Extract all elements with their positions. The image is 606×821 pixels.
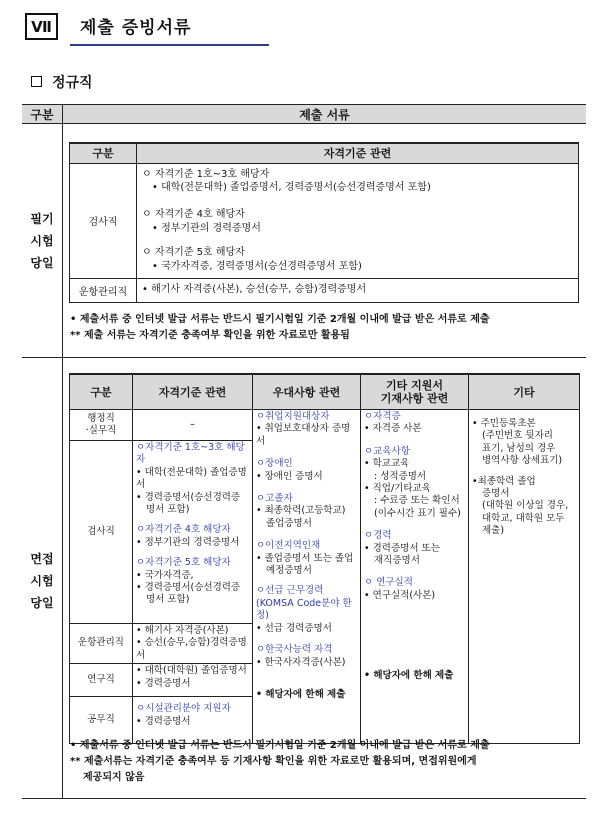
docs-line: • 대학(전문대학) 졸업증명서, 경력증명서(승선경력증명서 포함): [152, 182, 431, 194]
interview-label: 면접 시험 당일: [30, 552, 54, 610]
t2-head-criteria: 자격기준 관련: [133, 374, 253, 410]
interview-note-2: ** 제출서류는 자격기준 충족여부 등 기재사항 확인을 위한 자료로만 활용되며, 면접위원에게: [70, 756, 477, 767]
t1-head-division: 구분: [70, 143, 137, 163]
criterion-line: ㅇ 자격기준 4호 해당자: [142, 208, 245, 220]
square-bullet-icon: [31, 76, 42, 87]
t1-operation-docs: • 해기사 자격증(사본), 승선(승무, 승함)경력증명서: [137, 278, 579, 302]
t2-public-criteria: ㅇ시설관리분야 지원자 • 경력증명서: [133, 697, 253, 744]
t2-head-preference: 우대사항 관련: [253, 374, 361, 410]
section-title: 제출 증빙서류: [80, 18, 192, 38]
docs-line: • 정부기관의 경력증명서: [152, 222, 261, 234]
section-number: Ⅶ: [31, 17, 52, 36]
t2-etc-cell: • 주민등록초본 (주민번호 뒷자리 표기, 남성의 경우 병역사항 상세표기) •최종학력 졸업 증명서 (대학원 이상일 경우, 대학교, 대학원 모두 제출): [469, 410, 580, 744]
t2-head-etc: 기타: [469, 374, 580, 410]
t1-inspector-criteria: [137, 163, 579, 278]
t2-head-support: 기타 지원서 기재사항 관련: [361, 374, 469, 410]
t2-research-criteria: • 대학(대학원) 졸업증명서 • 경력증명서: [133, 664, 253, 697]
outer-head-bottom: [22, 123, 586, 124]
t2-admin-criteria: –: [133, 410, 253, 441]
outer-bottom-border: [22, 798, 586, 799]
t1-operation-label: 운항관리직: [70, 278, 137, 302]
interview-note-1: • 제출서류 중 인터넷 발급 서류는 반드시 필기시험일 기준 2개월 이내에 발급 받은 서류로 제출: [70, 740, 490, 751]
t2-public-label: 공무직: [70, 697, 133, 744]
t2-inspector-label: 검사직: [70, 441, 133, 624]
criterion-line: ㅇ 자격기준 5호 해당자: [142, 247, 245, 259]
outer-head-division: 구분: [22, 105, 62, 123]
outer-row-divider: [22, 357, 586, 358]
t2-inspector-criteria: ㅇ자격기준 1호~3호 해당자 • 대학(전문대학) 졸업증명서 • 경력증명서(승선경력증 명서 포함) ㅇ자격기준 4호 해당자 • 정부기관의 경력증명서 ㅇ자격기준 5호 해당자 • 국가자격증, • 경력증명서(승선경력증 명서 포함): [133, 441, 253, 624]
interview-table: [69, 373, 580, 744]
section-number-box: [25, 13, 58, 40]
t2-operation-label: 운항관리직: [70, 624, 133, 664]
criterion-line: ㅇ 자격기준 1호~3호 해당자: [142, 168, 270, 180]
written-exam-table: [69, 142, 579, 303]
t2-head-division: 구분: [70, 374, 133, 410]
outer-head-docs: 제출 서류: [63, 105, 586, 123]
written-note-1: • 제출서류 중 인터넷 발급 서류는 반드시 필기시험일 기준 2개월 이내에 발급 받은 서류로 제출: [70, 314, 490, 325]
t2-preference-cell: ㅇ취업지원대상자 • 취업보호대상자 증명서 ㅇ장애인 • 장애인 증명서 ㅇ고졸자 • 최종학력(고등학교) 졸업증명서 ㅇ이전지역인재 • 졸업증명서 또는 졸업 예정증명서 ㅇ선급 근무경력 (KOMSA Code분야 한정) • 선급 경력증명서 ㅇ한국사능력 자격 • 한국사자격증(사본) • 해당자에 한해 제출: [253, 410, 361, 744]
written-note-2: ** 제출 서류는 자격기준 충족여부 확인을 위한 자료로만 활용됨: [70, 330, 350, 341]
t1-inspector-label: 검사직: [70, 163, 137, 278]
subsection-title: 정규직: [52, 75, 93, 91]
written-exam-label: 필기 시험 당일: [30, 212, 54, 270]
t2-support-cell: ㅇ자격증 • 자격증 사본 ㅇ교육사항 • 학교교육 : 성적증명서 • 직업/기타교육 : 수료증 또는 확인서 (이수시간 표기 필수) ㅇ경력 • 경력증명서 또는 재직증명서 ㅇ 연구실적 • 연구실적(사본) • 해당자에 한해 제출: [361, 410, 469, 744]
outer-divider: [62, 105, 63, 799]
t2-research-label: 연구직: [70, 664, 133, 697]
section-title-underline: [70, 44, 269, 46]
t2-admin-label: 행정직 ·실무직: [70, 410, 133, 441]
t1-head-criteria: 자격기준 관련: [137, 143, 579, 163]
t2-operation-criteria: • 해기사 자격증(사본) • 승선(승무,승함)경력증명서: [133, 624, 253, 664]
interview-note-3: 제공되지 않음: [83, 772, 145, 783]
docs-line: • 국가자격증, 경력증명서(승선경력증명서 포함): [152, 260, 362, 272]
